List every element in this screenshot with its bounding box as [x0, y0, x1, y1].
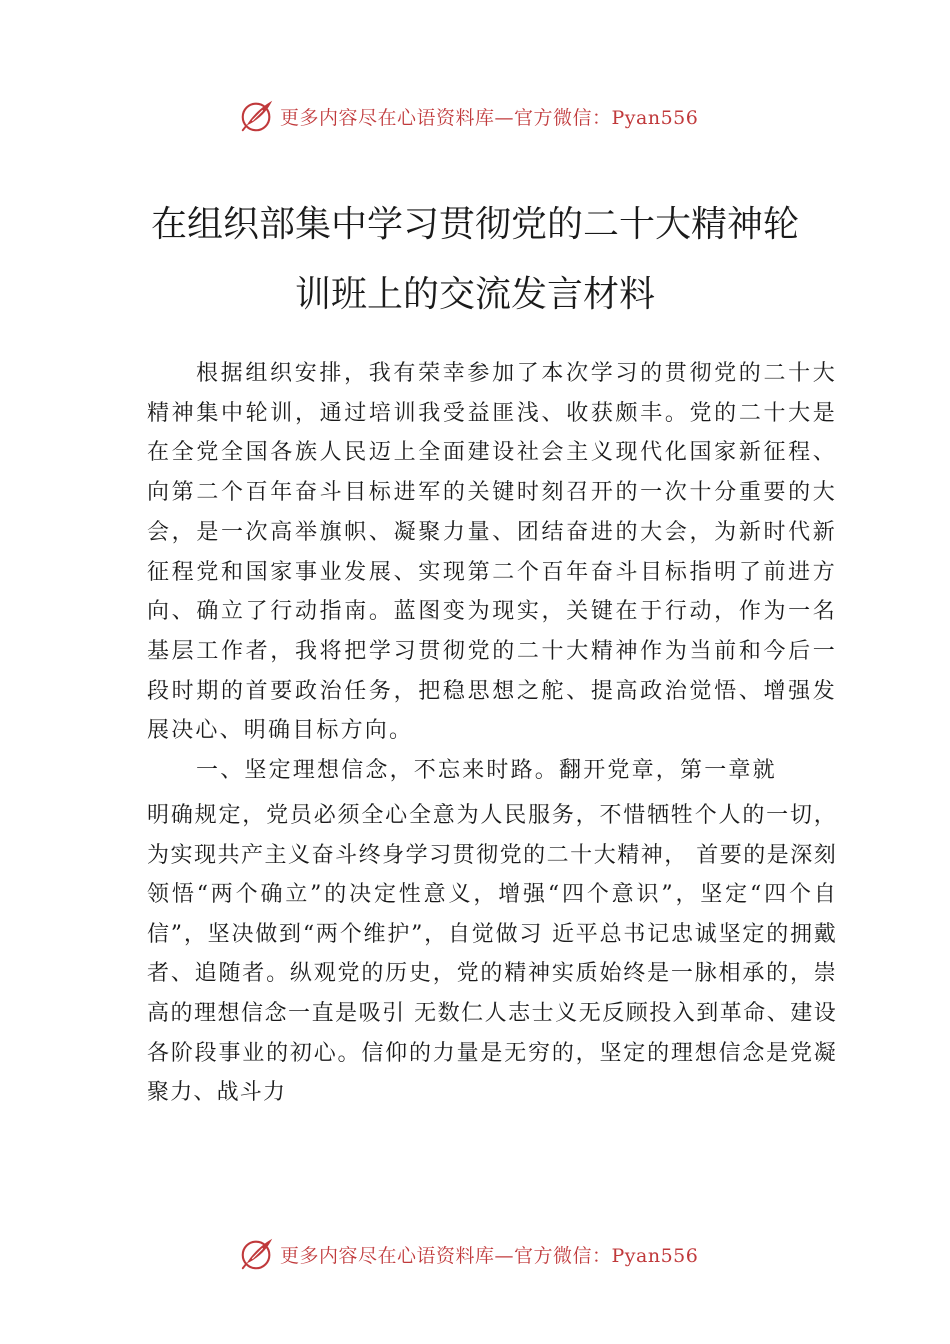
footer-banner-text: 更多内容尽在心语资料库—官方微信：Pyan556	[280, 1244, 699, 1267]
quill-pen-logo-icon	[238, 1235, 276, 1273]
paragraph-2-body: 明确规定，党员必须全心全意为人民服务，不惜牺牲个人的一切，为实现共产主义奋斗终身学习贯彻党的二十大精神， 首要的是深刻领悟“两个确立”的决定性意义，增强“四个意识”，坚定“四个自信”，坚决做到“两个维护”，自觉做习 近平总书记忠诚坚定的拥戴者、追随者。纵观党的历史，党的精神实质始终是一脉相承的，崇高的理想信念一直是吸引 无数仁人志士义无反顾投入到革命、建设各阶段事业的初心。信仰的力量是无穷的，坚定的理想信念是党凝聚力、战斗力	[147, 803, 837, 1106]
header-banner-text: 更多内容尽在心语资料库—官方微信：Pyan556	[280, 106, 699, 129]
header-banner	[238, 96, 738, 136]
document-title	[120, 190, 830, 330]
title-line-2: 训班上的交流发言材料	[294, 274, 655, 315]
paragraph-1: 根据组织安排，我有荣幸参加了本次学习的贯彻党的二十大精神集中轮训，通过培训我受益匪浅、收获颇丰。党的二十大是在全党全国各族人民迈上全面建设社会主义现代化国家新征程、向第二个百年奋斗目标进军的关键时刻召开的一次十分重要的大会，是一次高举旗帜、凝聚力量、团结奋进的大会，为新时代新征程党和国家事业发展、实现第二个百年奋斗目标指明了前进方向、确立了行动指南。蓝图变为现实，关键在于行动，作为一名基层工作者，我将把学习贯彻党的二十大精神作为当前和今后一段时期的首要政治任务，把稳思想之舵、提高政治觉悟、增强发展决心、明确目标方向。	[147, 361, 837, 744]
footer-banner	[238, 1234, 738, 1274]
quill-pen-logo-icon	[238, 97, 276, 135]
title-line-1: 在组织部集中学习贯彻党的二十大精神轮	[150, 204, 799, 245]
document-body	[147, 354, 837, 1113]
paragraph-2-first-line: 一、坚定理想信念，不忘来时路。翻开党章，第一章就	[196, 758, 777, 784]
